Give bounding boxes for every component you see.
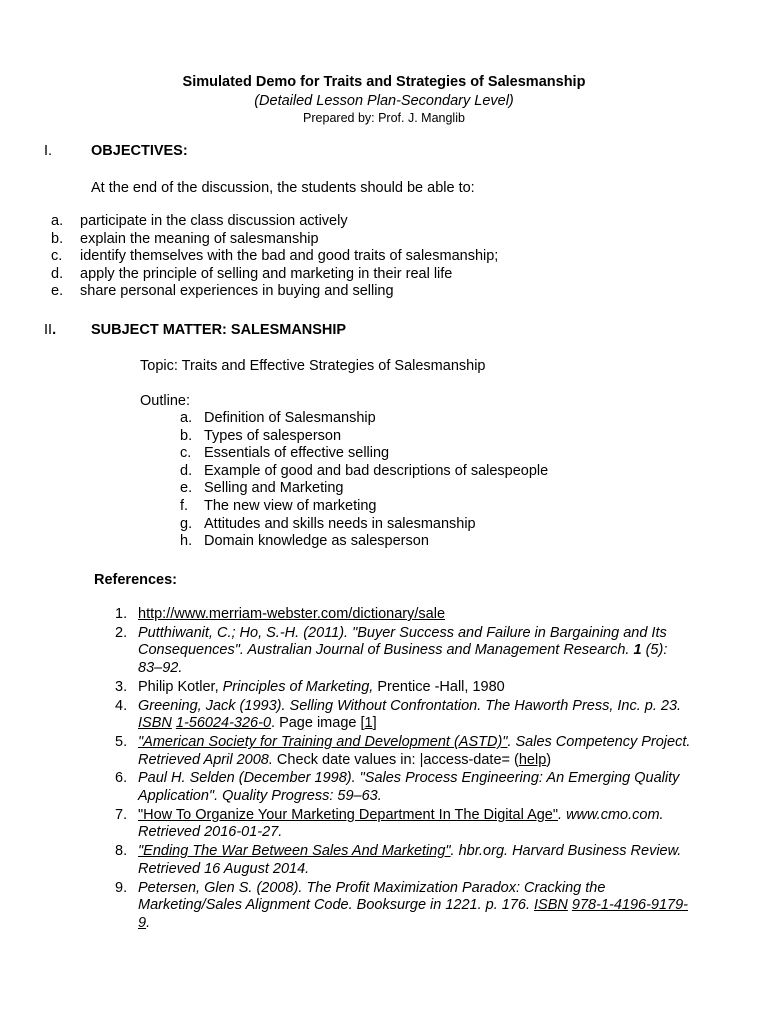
reference-text: (5): 83–92.	[138, 642, 668, 676]
document-subtitle: (Detailed Lesson Plan-Secondary Level)	[254, 93, 514, 109]
list-marker: c.	[51, 248, 63, 265]
reference-text: Philip Kotler,	[138, 678, 223, 695]
list-text: Attitudes and skills needs in salesmanship	[204, 515, 476, 532]
outline-label: Outline:	[140, 393, 190, 409]
reference-text: Putthiwanit, C.; Ho, S.-H. (2011). "Buyer Success and Failure in Bargaining and Its Consequences". Australian Journal of Business and Management Research.	[138, 624, 667, 659]
reference-text: . Sales Competency Project. Retrieved April 2008.	[138, 734, 691, 768]
reference-item	[115, 807, 695, 842]
help-link[interactable]: help	[518, 751, 547, 768]
reference-text: )	[546, 751, 552, 768]
section-numeral: II.	[44, 322, 57, 338]
reference-volume: 1	[633, 642, 642, 659]
list-text: The new view of marketing	[204, 497, 377, 514]
list-text: participate in the class discussion actively	[80, 213, 348, 229]
document-title: Simulated Demo for Traits and Strategies of Salesmanship	[182, 74, 586, 90]
reference-text: Paul H. Selden (December 1998). "Sales Process Engineering: An Emerging Quality Application". Quality Progress: 59–63.	[138, 770, 680, 804]
reference-link[interactable]: http://www.merriam-webster.com/dictionary/sale	[138, 606, 446, 622]
isbn-link[interactable]: ISBN	[138, 715, 172, 732]
reference-text: . Page image [	[271, 715, 365, 732]
section-numeral: I.	[44, 143, 53, 159]
reference-item	[115, 698, 695, 733]
list-text: share personal experiences in buying and selling	[80, 283, 394, 300]
reference-number: 7.	[115, 806, 128, 823]
reference-text: .	[146, 914, 151, 931]
isbn-number-link[interactable]: 978-1-4196-9179-9	[138, 897, 688, 931]
list-text: Selling and Marketing	[204, 480, 344, 497]
topic-line: Topic: Traits and Effective Strategies of Salesmanship	[140, 358, 486, 374]
list-text: Domain knowledge as salesperson	[204, 533, 429, 550]
list-text: Definition of Salesmanship	[204, 410, 376, 426]
list-text: Example of good and bad descriptions of salespeople	[204, 462, 549, 479]
list-marker: b.	[180, 427, 193, 444]
list-marker: c.	[180, 445, 192, 462]
list-marker: e.	[180, 480, 193, 497]
reference-number: 9.	[115, 879, 128, 896]
list-text: Essentials of effective selling	[204, 445, 390, 462]
objectives-intro: At the end of the discussion, the students should be able to:	[91, 180, 475, 196]
list-marker: h.	[180, 533, 193, 550]
reference-number: 3.	[115, 678, 128, 695]
reference-number: 5.	[115, 734, 128, 751]
isbn-number-link[interactable]: 1-56024-326-0	[175, 715, 272, 732]
reference-text: Petersen, Glen S. (2008). The Profit Maximization Paradox: Cracking the Marketing/Sales Alignment Code. Booksurge in 1221. p. 176.	[138, 879, 606, 914]
reference-link[interactable]: "American Society for Training and Development (ASTD)"	[138, 734, 508, 751]
list-text: explain the meaning of salesmanship	[80, 230, 319, 247]
reference-link[interactable]: "Ending The War Between Sales And Marketing"	[138, 843, 451, 860]
list-marker: b.	[51, 230, 64, 247]
list-marker: f.	[180, 497, 189, 514]
reference-text: . www.cmo.com. Retrieved 2016-01-27.	[138, 806, 664, 841]
references-list	[115, 606, 695, 934]
list-marker: a.	[180, 410, 193, 426]
page-image-link[interactable]: 1	[364, 715, 373, 732]
reference-number: 1.	[115, 606, 128, 622]
objectives-heading: OBJECTIVES:	[91, 143, 188, 159]
subject-heading: SUBJECT MATTER: SALESMANSHIP	[91, 322, 347, 338]
reference-text: ]	[372, 715, 377, 732]
reference-text: Prentice -Hall, 1980	[373, 678, 505, 695]
reference-number: 8.	[115, 843, 128, 860]
reference-number: 2.	[115, 624, 128, 641]
references-heading: References:	[94, 572, 178, 588]
list-marker: d.	[180, 462, 193, 479]
list-text: apply the principle of selling and marketing in their real life	[80, 265, 453, 282]
list-marker: a.	[51, 213, 64, 229]
reference-item	[115, 679, 695, 697]
prepared-by: Prepared by: Prof. J. Manglib	[303, 111, 465, 125]
reference-book-title: Principles of Marketing,	[222, 678, 374, 695]
isbn-link[interactable]: ISBN	[534, 897, 568, 914]
list-marker: d.	[51, 265, 64, 282]
reference-text: Greening, Jack (1993). Selling Without Confrontation. The Haworth Press, Inc. p. 23.	[138, 697, 682, 714]
reference-item	[115, 606, 695, 624]
reference-item	[115, 843, 695, 878]
reference-number: 4.	[115, 697, 128, 714]
reference-number: 6.	[115, 770, 128, 787]
reference-text: . hbr.org. Harvard Business Review. Retrieved 16 August 2014.	[138, 843, 682, 877]
reference-text: Check date values in: |access-date= (	[272, 751, 519, 768]
reference-item	[115, 625, 695, 678]
list-marker: g.	[180, 515, 193, 532]
reference-item	[115, 880, 695, 933]
reference-link[interactable]: "How To Organize Your Marketing Department In The Digital Age"	[138, 806, 559, 823]
list-marker: e.	[51, 283, 64, 300]
reference-item	[115, 734, 695, 769]
list-text: Types of salesperson	[204, 427, 342, 444]
list-text: identify themselves with the bad and good traits of salesmanship;	[80, 248, 499, 265]
reference-item	[115, 770, 695, 805]
